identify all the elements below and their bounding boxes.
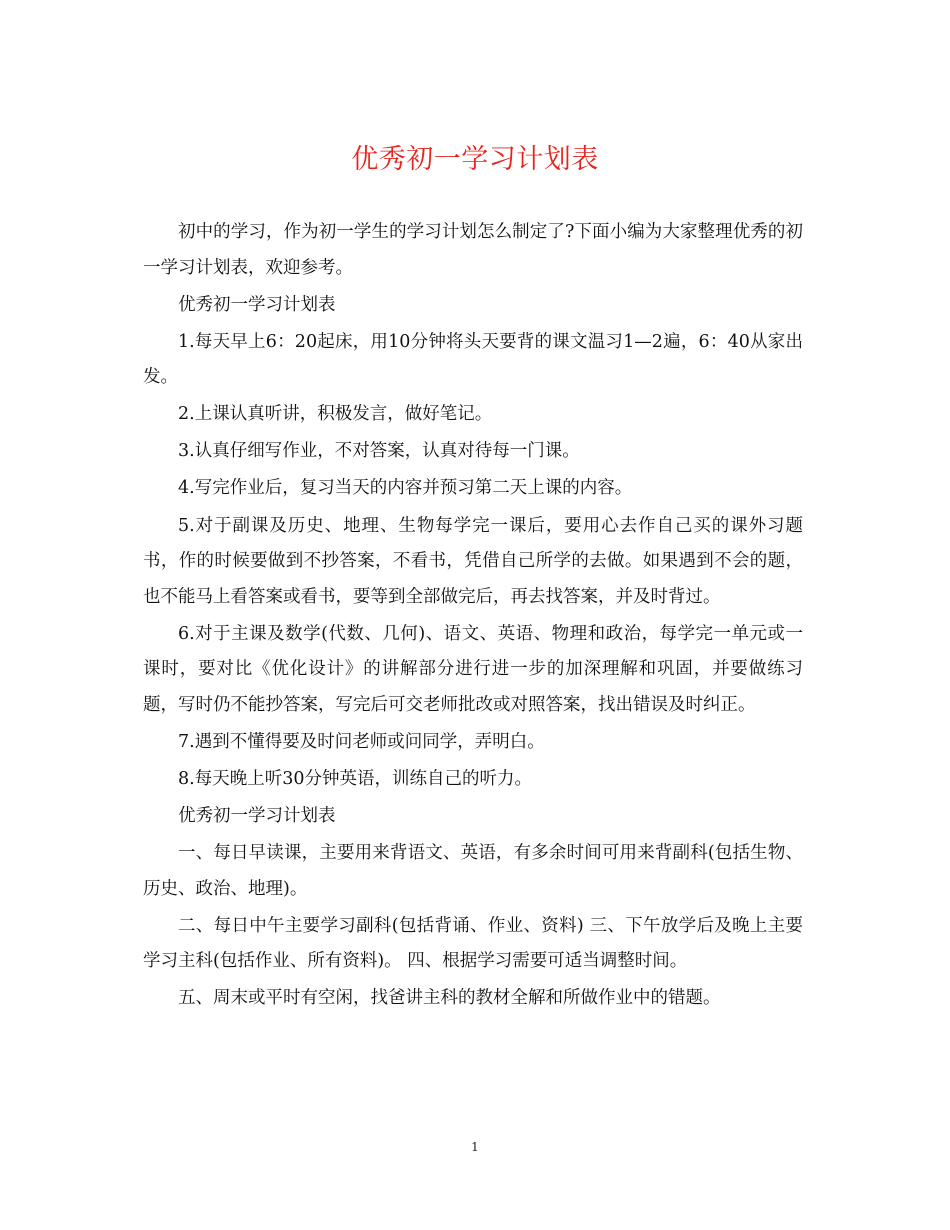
list-item: 3.认真仔细写作业，不对答案，认真对待每一门课。	[178, 441, 580, 462]
list-item: 二、每日中午主要学习副科(包括背诵、作业、资料) 三、下午放学后及晚上主要学习主科(包括作业、所有资料)。 四、根据学习需要可适当调整时间。	[143, 915, 803, 972]
list-item: 5.对于副课及历史、地理、生物每学完一课后，要用心去作自己买的课外习题书，作的时候要做到不抄答案，不看书，凭借自己所学的去做。如果遇到不会的题，也不能马上看答案或看书，要等到全部做完后，再去找答案，并及时背过。	[143, 515, 803, 607]
page-number: 1	[471, 1140, 479, 1154]
section-heading: 优秀初一学习计划表	[178, 294, 336, 315]
document-title: 优秀初一学习计划表	[351, 144, 599, 175]
document-body	[143, 215, 803, 1018]
list-item: 7.遇到不懂得要及时问老师或问同学，弄明白。	[178, 731, 545, 752]
section-heading: 优秀初一学习计划表	[178, 805, 336, 826]
list-item: 8.每天晚上听30分钟英语，训练自己的听力。	[178, 768, 532, 789]
list-item: 一、每日早读课，主要用来背语文、英语，有多余时间可用来背副科(包括生物、历史、政治、地理)。	[143, 843, 803, 899]
list-item: 2.上课认真听讲，积极发言，做好笔记。	[178, 404, 493, 425]
list-item: 五、周末或平时有空闲，找爸讲主科的教材全解和所做作业中的错题。	[178, 988, 721, 1009]
list-item: 6.对于主课及数学(代数、几何)、语文、英语、物理和政治，每学完一单元或一课时，要对比《优化设计》的讲解部分进行进一步的加深理解和巩固，并要做练习题，写时仍不能抄答案，写完后可交老师批改或对照答案，找出错误及时纠正。	[143, 623, 803, 715]
list-item: 4.写完作业后，复习当天的内容并预习第二天上课的内容。	[178, 478, 633, 499]
paragraph-intro: 初中的学习，作为初一学生的学习计划怎么制定了?下面小编为大家整理优秀的初一学习计划表，欢迎参考。	[143, 222, 803, 278]
list-item: 1.每天早上6：20起床，用10分钟将头天要背的课文温习1—2遍，6：40从家出发。	[143, 331, 803, 388]
